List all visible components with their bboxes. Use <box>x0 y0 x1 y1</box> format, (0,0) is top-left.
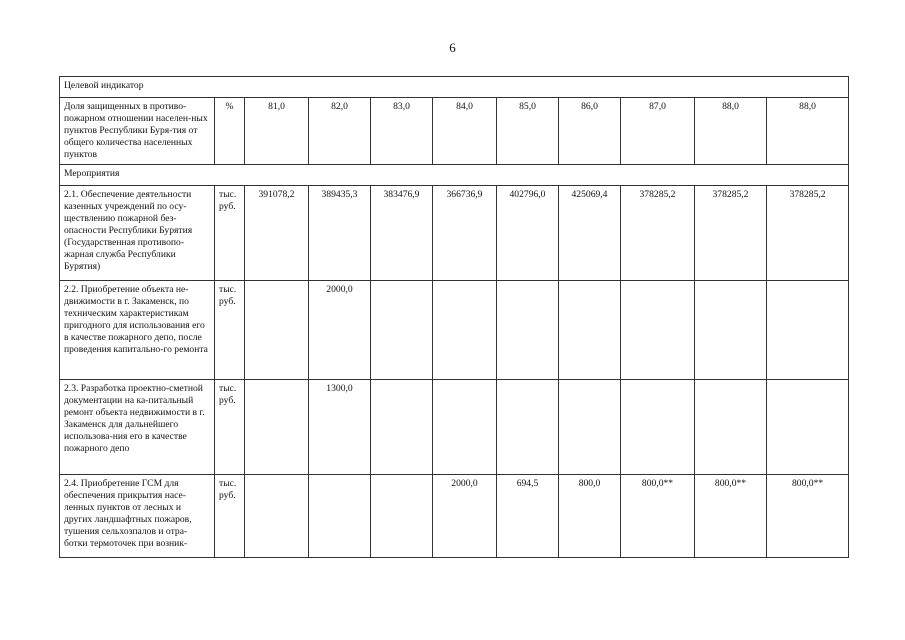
indicator-row <box>60 98 849 165</box>
activity-value: 2000,0 <box>433 475 497 558</box>
activity-value <box>497 380 559 475</box>
activity-value: 378285,2 <box>767 186 849 281</box>
activity-value: 366736,9 <box>433 186 497 281</box>
indicator-value: 84,0 <box>433 98 497 165</box>
activity-value <box>621 380 695 475</box>
activity-value <box>433 281 497 380</box>
activity-value <box>767 281 849 380</box>
page-number: 6 <box>449 40 456 55</box>
activity-value <box>309 475 371 558</box>
activity-value: 800,0 <box>559 475 621 558</box>
activity-value <box>559 380 621 475</box>
activity-value <box>245 380 309 475</box>
activity-unit: тыс. руб. <box>215 475 245 558</box>
indicator-value: 86,0 <box>559 98 621 165</box>
activity-value <box>559 281 621 380</box>
activity-row <box>60 281 849 380</box>
indicator-value: 81,0 <box>245 98 309 165</box>
activity-row <box>60 380 849 475</box>
activity-name: 2.1. Обеспечение деятельности казенных учреждений по осу-ществлению пожарной без-опасности Республики Бурятия (Государственная противопо-жарная служба Республики Бурятия) <box>60 186 215 281</box>
indicator-name: Доля защищенных в противо-пожарном отношении населен-ных пунктов Республики Буря-тия от общего количества населенных пунктов <box>60 98 215 165</box>
activity-value <box>371 475 433 558</box>
activity-unit: тыс. руб. <box>215 281 245 380</box>
activity-value: 800,0** <box>621 475 695 558</box>
activity-value <box>245 475 309 558</box>
activity-row <box>60 186 849 281</box>
activity-unit: тыс. руб. <box>215 380 245 475</box>
activity-value <box>433 380 497 475</box>
activity-value <box>621 281 695 380</box>
activity-unit: тыс. руб. <box>215 186 245 281</box>
activity-value: 389435,3 <box>309 186 371 281</box>
indicator-value: 85,0 <box>497 98 559 165</box>
activity-value: 425069,4 <box>559 186 621 281</box>
activity-value: 1300,0 <box>309 380 371 475</box>
indicator-value: 88,0 <box>695 98 767 165</box>
section-target-indicator: Целевой индикатор <box>60 77 849 98</box>
indicator-value: 82,0 <box>309 98 371 165</box>
activity-value <box>497 281 559 380</box>
activity-value <box>371 380 433 475</box>
activity-value: 378285,2 <box>621 186 695 281</box>
activity-value: 383476,9 <box>371 186 433 281</box>
activity-name: 2.2. Приобретение объекта не-движимости в г. Закаменск, по техническим характеристикам пригодного для использования его в качестве пожарного депо, после проведения капитально-го ремонта <box>60 281 215 380</box>
activity-value: 800,0** <box>695 475 767 558</box>
activity-value: 378285,2 <box>695 186 767 281</box>
activity-value: 402796,0 <box>497 186 559 281</box>
activity-value <box>767 380 849 475</box>
program-table <box>59 76 849 558</box>
activity-value: 391078,2 <box>245 186 309 281</box>
activity-name: 2.3. Разработка проектно-сметной документации на ка-питальный ремонт объекта недвижимости в г. Закаменск для дальнейшего использова-ния его в качестве пожарного депо <box>60 380 215 475</box>
activity-value <box>371 281 433 380</box>
activity-value: 694,5 <box>497 475 559 558</box>
indicator-unit: % <box>215 98 245 165</box>
indicator-value: 83,0 <box>371 98 433 165</box>
activity-value: 800,0** <box>767 475 849 558</box>
activity-name: 2.4. Приобретение ГСМ для обеспечения прикрытия насе-ленных пунктов от лесных и других ландшафтных пожаров, тушения сельхозпалов и отра-ботки термоточек при возник- <box>60 475 215 558</box>
indicator-value: 88,0 <box>767 98 849 165</box>
activity-value: 2000,0 <box>309 281 371 380</box>
activity-value <box>695 380 767 475</box>
activity-value <box>245 281 309 380</box>
activity-value <box>695 281 767 380</box>
indicator-value: 87,0 <box>621 98 695 165</box>
activity-row <box>60 475 849 558</box>
section-activities: Мероприятия <box>60 165 849 186</box>
